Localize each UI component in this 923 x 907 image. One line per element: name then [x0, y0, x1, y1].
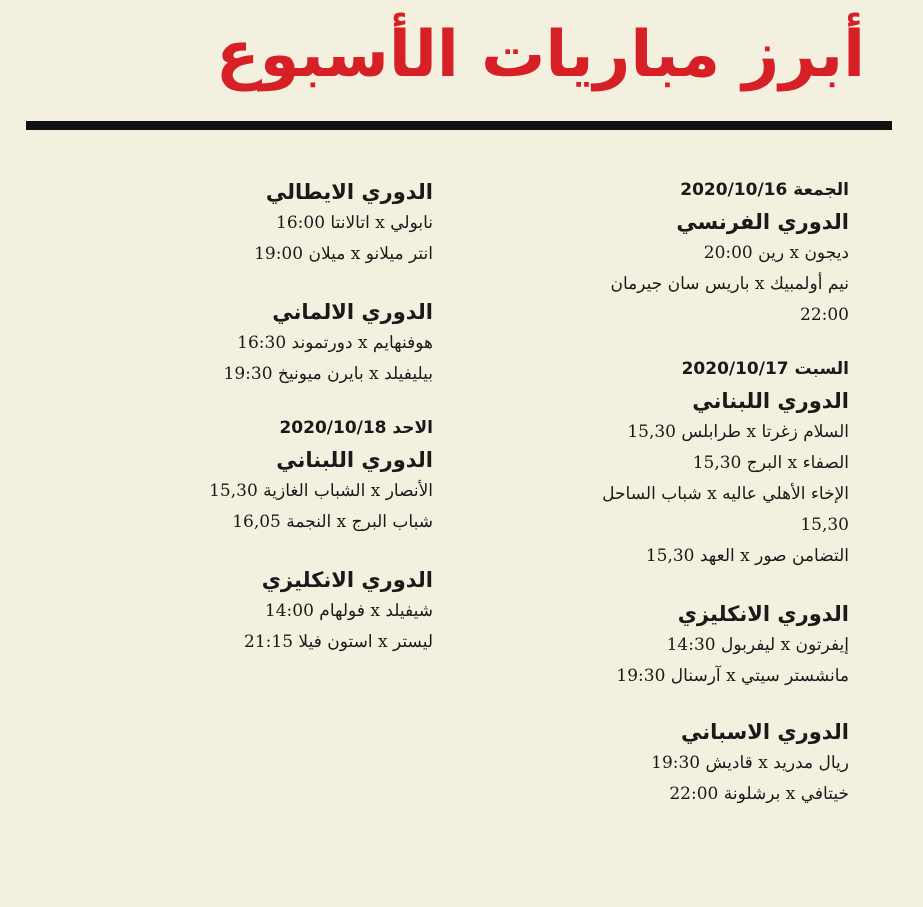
match-item: شباب البرج x النجمة 16,05 — [232, 512, 433, 532]
match-item: هوفنهايم x دورتموند 16:30 — [237, 333, 433, 353]
league-title: الدوري اللبناني — [276, 448, 433, 472]
league-title: الدوري الانكليزي — [677, 602, 849, 626]
match-item: ليستر x استون فيلا 21:15 — [244, 632, 433, 652]
match-item: التضامن صور x العهد 15,30 — [645, 546, 849, 566]
match-item: نيم أولمبيك x باريس سان جيرمان 22:00 — [610, 274, 849, 325]
league-block-spanish — [529, 718, 849, 810]
league-block-lebanese-sunday — [113, 446, 433, 538]
left-column — [113, 178, 433, 684]
league-block-english — [529, 600, 849, 692]
match-item: ديجون x رين 20:00 — [703, 243, 849, 263]
league-title: الدوري اللبناني — [692, 389, 849, 413]
match-item: شيفيلد x فولهام 14:00 — [264, 601, 433, 621]
league-title: الدوري الايطالي — [265, 180, 433, 204]
league-title: الدوري الاسباني — [681, 720, 849, 744]
match-item: خيتافي x برشلونة 22:00 — [669, 784, 849, 804]
league-title: الدوري الالماني — [272, 300, 433, 324]
match-item: ريال مدريد x قاديش 19:30 — [651, 753, 849, 773]
league-block-english-sunday — [113, 566, 433, 658]
league-block-french — [529, 208, 849, 331]
page-title: أبرز مباريات الأسبوع — [215, 18, 865, 92]
right-column — [529, 178, 849, 836]
match-item: مانشستر سيتي x آرسنال 19:30 — [616, 666, 849, 686]
day-heading-friday: الجمعة 2020/10/16 — [680, 180, 849, 200]
league-title: الدوري الانكليزي — [261, 568, 433, 592]
day-heading-saturday: السبت 2020/10/17 — [681, 359, 849, 379]
match-item: إيفرتون x ليفربول 14:30 — [666, 635, 849, 655]
match-item: الأنصار x الشباب الغازية 15,30 — [209, 481, 433, 501]
match-item: الإخاء الأهلي عاليه x شباب الساحل 15,30 — [602, 484, 849, 535]
title-divider — [26, 121, 892, 130]
match-item: بيليفيلد x بايرن ميونيخ 19:30 — [223, 364, 433, 384]
league-block-german — [113, 298, 433, 390]
match-item: انتر ميلانو x ميلان 19:00 — [254, 244, 433, 264]
league-block-lebanese — [529, 387, 849, 572]
match-item: الصفاء x البرج 15,30 — [692, 453, 849, 473]
match-item: السلام زغرتا x طرابلس 15,30 — [627, 422, 849, 442]
league-block-italian — [113, 178, 433, 270]
day-heading-sunday: الاحد 2020/10/18 — [279, 418, 433, 438]
match-item: نابولي x اتالانتا 16:00 — [276, 213, 433, 233]
league-title: الدوري الفرنسي — [676, 210, 849, 234]
